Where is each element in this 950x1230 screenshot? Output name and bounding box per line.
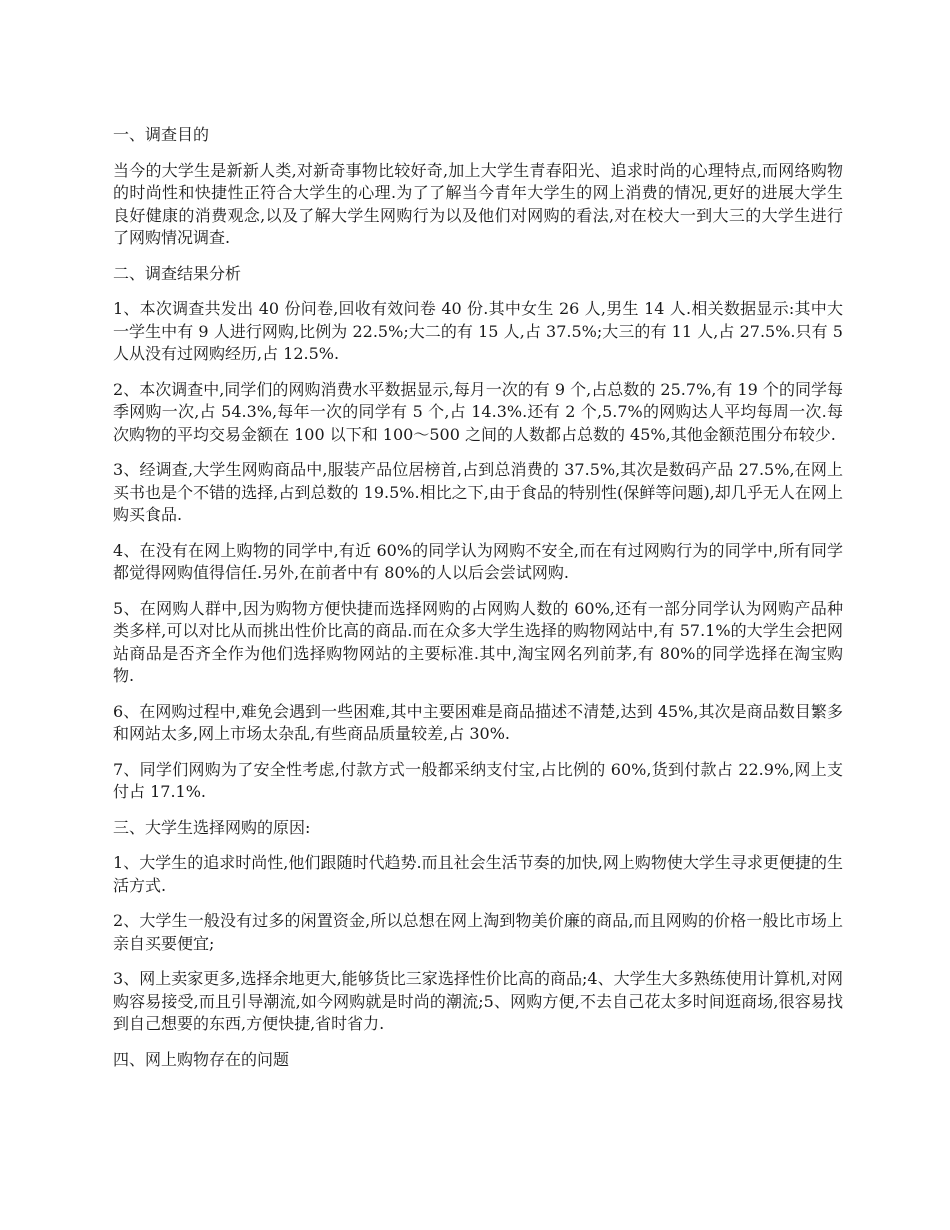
results-item-2: 2、本次调查中,同学们的网购消费水平数据显示,每月一次的有 9 个,占总数的 25.7%,有 19 个的同学每季网购一次,占 54.3%,每年一次的同学有 5 个,占 14.3%.还有 2 个,5.7%的网购达人平均每周一次.每次购物的平均交易金额在 100 以下和 100～500 之间的人数都占总数的 45%,其他金额范围分布较少. [113,379,843,444]
results-item-7: 7、同学们网购为了安全性考虑,付款方式一般都采纳支付宝,占比例的 60%,货到付款占 22.9%,网上支付占 17.1%. [113,759,843,801]
reasons-item-1: 1、大学生的追求时尚性,他们跟随时代趋势.而且社会生活节奏的加快,网上购物使大学生寻求更便捷的生活方式. [113,853,843,895]
results-item-5: 5、在网购人群中,因为购物方便快捷而选择网购的占网购人数的 60%,还有一部分同学认为网购产品种类多样,可以对比从而挑出性价比高的商品.而在众多大学生选择的购物网站中,有 57.1%的大学生会把网站商品是否齐全作为他们选择购物网站的主要标准.其中,淘宝网名列前茅,有 80%的同学选择在淘宝购物. [113,598,843,685]
results-item-1: 1、本次调查共发出 40 份问卷,回收有效问卷 40 份.其中女生 26 人,男生 14 人.相关数据显示:其中大一学生中有 9 人进行网购,比例为 22.5%;大二的有 15 人,占 37.5%;大三的有 11 人,占 27.5%.只有 5 人从没有过网购经历,占 12.5%. [113,299,843,363]
survey-purpose-paragraph: 当今的大学生是新新人类,对新奇事物比较好奇,加上大学生青春阳光、追求时尚的心理特点,而网络购物的时尚性和快捷性正符合大学生的心理.为了了解当今青年大学生的网上消费的情况,更好的进展大学生良好健康的消费观念,以及了解大学生网购行为以及他们对网购的看法,对在校大一到大三的大学生进行了网购情况调查. [113,160,843,247]
section-heading-results-analysis: 二、调查结果分析 [113,263,242,283]
section-heading-survey-purpose: 一、调查目的 [113,125,210,144]
results-item-4: 4、在没有在网上购物的同学中,有近 60%的同学认为网购不安全,而在有过网购行为的同学中,所有同学都觉得网购值得信任.另外,在前者中有 80%的人以后会尝试网购. [113,540,843,582]
document-page [113,124,843,1084]
reasons-item-3: 3、网上卖家更多,选择余地更大,能够货比三家选择性价比高的商品;4、大学生大多熟练使用计算机,对网购容易接受,而且引导潮流,如今网购就是时尚的潮流;5、网购方便,不去自己花太多时间逛商场,很容易找到自己想要的东西,方便快捷,省时省力. [113,969,843,1033]
section-heading-reasons: 三、大学生选择网购的原因: [113,817,311,837]
reasons-item-2: 2、大学生一般没有过多的闲置资金,所以总想在网上淘到物美价廉的商品,而且网购的价格一般比市场上亲自买要便宜; [113,911,843,953]
results-item-3: 3、经调查,大学生网购商品中,服装产品位居榜首,占到总消费的 37.5%,其次是数码产品 27.5%,在网上买书也是个不错的选择,占到总数的 19.5%.相比之下,由于食品的特别性(保鲜等问题),却几乎无人在网上购买食品. [113,460,843,524]
results-item-6: 6、在网购过程中,难免会遇到一些困难,其中主要困难是商品描述不清楚,达到 45%,其次是商品数目繁多和网站太多,网上市场太杂乱,有些商品质量较差,占 30%. [113,701,843,743]
section-heading-problems: 四、网上购物存在的问题 [113,1049,290,1069]
